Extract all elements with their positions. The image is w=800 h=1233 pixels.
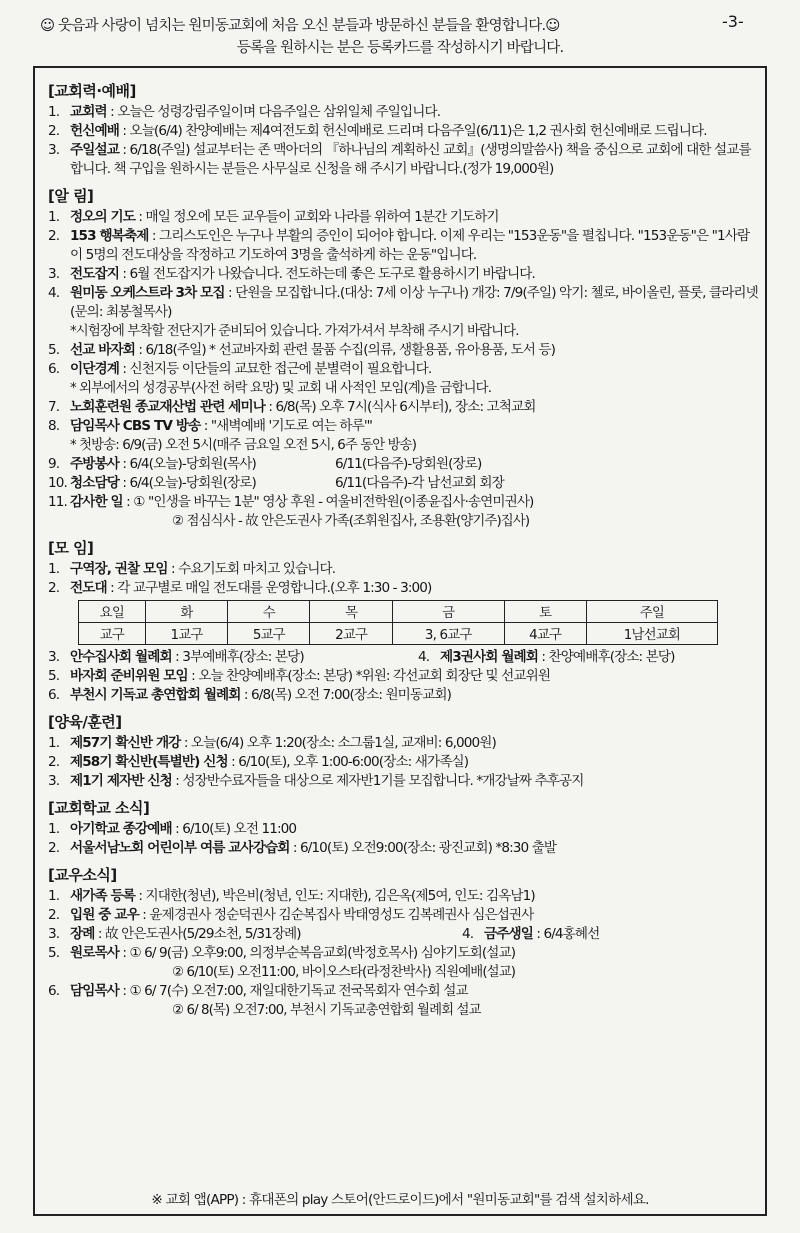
item-text: : ① "인생을 바꾸는 1분" 영상 후원 - 여울비전학원(이종윤집사·송연미권사) [122,494,534,510]
page-header [0,0,800,62]
table-cell: 4교구 [504,623,586,645]
item-heading: 담임목사 [70,983,119,999]
list-item [48,103,760,122]
senior-pastor-item [48,982,760,1001]
list-item [48,360,760,379]
list-item [48,341,760,360]
item-text: : 각 교구별로 매일 전도대를 운영합니다.(오후 1:30 - 3:00) [106,580,432,596]
item-heading: 서울서남노회 어린이부 여름 교사강습회 [70,840,290,856]
list-item [48,734,760,753]
item-number: 4. [462,926,474,942]
item-number: 1. [48,104,60,120]
item-heading: 제58기 확신반(특별반) 신청 [70,754,228,770]
list-item [48,227,760,265]
item-number: 11. [48,494,67,510]
item-text: : 오늘은 성령강림주일이며 다음주일은 삼위일체 주일입니다. [106,104,441,120]
item-text: : 6/10(토), 오후 1:00-6:00(장소: 새가족실) [227,754,469,770]
meeting-item-3-4 [48,648,760,667]
table-cell: 1교구 [145,623,227,645]
bulletin-content [48,80,760,1026]
list-item-note: * 외부에서의 성경공부(사전 허락 요망) 및 교회 내 사적인 모임(계)을 금합니다. [70,381,492,396]
item-heading: 입원 중 교우 [70,907,139,923]
registration-line: 등록을 원하시는 분은 등록카드를 작성하시기 바랍니다. [236,40,564,56]
list-item [48,906,760,925]
item-heading: 153 행복축제 [70,228,149,244]
table-header-cell: 금 [392,601,504,623]
item-heading: 정오의 기도 [70,209,135,225]
list-item-note: * 첫방송: 6/9(금) 오전 5시(매주 금요일 오전 5시, 6주 동안 방송) [70,438,417,453]
item-text: : 3부예배후(장소: 본당) [171,649,304,665]
item-number: 6. [48,687,60,703]
list-item [48,208,760,227]
item-heading: 전도대 [70,580,107,596]
elder-pastor-line-2: ② 6/10(토) 오전11:00, 바이오스타(라정찬박사) 직원예배(설교) [172,965,516,980]
section-title: [모 임] [48,539,94,557]
item-text: : 찬양예배후(장소: 본당) [538,649,675,665]
page-number: -3- [722,12,744,31]
item-number: 5. [48,668,60,684]
section-training [48,711,760,791]
item-text: : 그리스도인은 누구나 부활의 증인이 되어야 합니다. 이제 우리는 "153운동"을 펼칩니다. "153운동"은 "1사람이 5명의 전도대상을 작정하고 기도하여 3명을 출석하게 하는 운동"입니다. [70,228,750,263]
item-text: : 오늘(6/4) 찬양예배는 제4여전도회 헌신예배로 드리며 다음주일(6/11)은 1,2 권사회 헌신예배로 드립니다. [118,123,707,139]
item-number: 2. [48,840,60,856]
item-text: 6/11(다음주)-각 남선교회 회장 [335,475,504,491]
item-number: 1. [48,209,60,225]
item-number: 3. [48,926,60,942]
kitchen-service-item [48,455,760,474]
meeting-item-5 [48,667,760,686]
section-title: [교회력·예배] [48,82,136,100]
list-item [48,398,760,417]
section-title: [교회학교 소식] [48,799,150,817]
item-heading: 바자회 준비위원 모임 [70,668,188,684]
item-heading: 금주생일 [484,926,533,942]
item-heading: 원로목사 [70,945,119,961]
item-text: : ① 6/ 7(수) 오전7:00, 재일대한기독교 전국목회자 연수회 설교 [118,983,468,999]
list-item [48,560,760,579]
section-church-school [48,797,760,858]
item-heading: 감사한 일 [70,494,123,510]
item-text: : 6/10(토) 오전 11:00 [171,821,297,837]
item-text: 6/11(다음주)-당회원(장로) [335,456,482,472]
item-number: 6. [48,983,60,999]
item-number: 2. [48,907,60,923]
item-text: : 오늘(6/4) 오후 1:20(장소: 소그룹1실, 교재비: 6,000원) [180,735,496,751]
section-meetings [48,537,760,705]
item-number: 8. [48,418,60,434]
table-header-cell: 요일 [79,601,146,623]
item-heading: 부천시 기독교 총연합회 월례회 [70,687,241,703]
list-item [48,839,760,858]
section-church-calendar [48,80,760,179]
item-number: 1. [48,561,60,577]
item-heading: 담임목사 CBS TV 방송 [70,418,201,434]
section-members-news [48,864,760,1020]
item-text: : 6/18(주일) * 선교바자회 관련 물품 수집(의류, 생활용품, 유아용품, 도서 등) [135,342,556,358]
item-heading: 제3권사회 월례회 [440,649,539,665]
item-text: : 6/18(주일) 설교부터는 존 맥아더의 『하나님의 계획하신 교회』(생명의말씀사) 책을 중심으로 교회에 대한 설교를 합니다. 책 구입을 원하시는 분들은 사무실로 신청을 해 주시기 바랍니다.(정가 19,000원) [70,142,751,177]
item-heading: 구역장, 권찰 모임 [70,561,168,577]
item-text: : 윤제경권사 정순덕권사 김순복집사 박태영성도 김복례권사 심은섭권사 [138,907,534,923]
evangelism-schedule-table [78,600,718,645]
table-header-cell: 목 [310,601,392,623]
item-text: : 단원을 모집합니다.(대상: 7세 이상 누구나) 개강: 7/9(주일) 악기: 첼로, 바이올린, 플룻, 클라리넷(문의: 최봉철목사) [70,285,758,320]
item-number: 5. [48,342,60,358]
item-heading: 헌신예배 [70,123,119,139]
item-heading: 교회력 [70,104,107,120]
table-cell: 3, 6교구 [392,623,504,645]
item-heading: 제1기 제자반 신청 [70,773,172,789]
item-number: 2. [48,228,60,244]
item-text: : 6/8(목) 오후 7시(식사 6시부터), 장소: 고척교회 [264,399,536,415]
senior-pastor-line-2: ② 6/ 8(목) 오전7:00, 부천시 기독교총연합회 월례회 설교 [172,1003,481,1018]
table-header-cell: 주일 [586,601,717,623]
table-cell: 2교구 [310,623,392,645]
item-heading: 새가족 등록 [70,888,135,904]
meeting-item-6 [48,686,760,705]
item-number: 9. [48,456,60,472]
item-number: 3. [48,773,60,789]
table-cell: 1남선교회 [586,623,717,645]
table-header-cell: 토 [504,601,586,623]
list-item [48,820,760,839]
list-item [48,141,760,179]
item-number: 3. [48,649,60,665]
item-heading: 전도잡지 [70,266,119,282]
table-header-cell: 수 [228,601,310,623]
list-item [48,417,760,436]
list-item [48,265,760,284]
item-number: 6. [48,361,60,377]
item-number: 5. [48,945,60,961]
item-text: : "새벽예배 '기도로 여는 하루'" [200,418,373,434]
item-heading: 아기학교 종강예배 [70,821,172,837]
item-heading: 제57기 확신반 개강 [70,735,181,751]
funeral-birthday-item [48,925,760,944]
cleaning-item [48,474,760,493]
item-number: 2. [48,123,60,139]
item-text: : 6/8(목) 오전 7:00(장소: 원미동교회) [240,687,452,703]
item-heading: 주일설교 [70,142,119,158]
section-title: [양육/훈련] [48,713,122,731]
item-text: : 매일 정오에 모든 교우들이 교회와 나라를 위하여 1분간 기도하기 [135,209,499,225]
item-number: 4. [418,649,430,665]
table-cell: 교구 [79,623,146,645]
list-item [48,772,760,791]
item-text: : 수요기도회 마치고 있습니다. [167,561,336,577]
item-heading: 이단경계 [70,361,119,377]
item-heading: 장례 [70,926,95,942]
item-text: : 6/10(토) 오전9:00(장소: 광진교회) *8:30 출발 [289,840,557,856]
item-number: 7. [48,399,60,415]
item-text: : 6/4홍혜선 [532,926,600,942]
item-number: 1. [48,735,60,751]
table-header-row [79,601,718,623]
item-number: 10. [48,475,67,491]
list-item-note: *시험장에 부착할 전단지가 준비되어 있습니다. 가져가셔서 부착해 주시기 바랍니다. [70,324,519,339]
item-number: 4. [48,285,60,301]
table-row [79,623,718,645]
elder-pastor-item [48,944,760,963]
item-text: : 6/4(오늘)-당회원(장로) [118,475,256,491]
item-number: 3. [48,142,60,158]
section-title: [교우소식] [48,866,117,884]
item-text: : 故 안은도권사(5/29소천, 5/31장례) [94,926,301,942]
welcome-line: ☺ 웃음과 사랑이 넘치는 원미동교회에 처음 오신 분들과 방문하신 분들을 환영합니다.☺ [40,18,560,34]
item-text: : 지대한(청년), 박은비(청년, 인도: 지대한), 김은옥(제5여, 인도: 김옥남1) [135,888,535,904]
thanks-item [48,493,760,512]
item-number: 2. [48,754,60,770]
section-notices [48,185,760,531]
table-header-cell: 화 [145,601,227,623]
item-text: : 오늘 찬양예배후(장소: 본당) *위원: 각선교회 회장단 및 선교위원 [187,668,551,684]
item-heading: 노회훈련원 종교재산법 관련 세미나 [70,399,265,415]
table-cell: 5교구 [228,623,310,645]
item-heading: 원미동 오케스트라 3차 모집 [70,285,225,301]
section-title: [알 림] [48,187,94,205]
list-item [48,579,760,598]
item-number: 1. [48,821,60,837]
app-download-note: ※ 교회 앱(APP) : 휴대폰의 play 스토어(안드로이드)에서 "원미동교회"를 검색 설치하세요. [151,1192,649,1208]
item-text: : ① 6/ 9(금) 오후9:00, 의정부순복음교회(박정호목사) 심야기도회(설교) [118,945,516,961]
item-number: 3. [48,266,60,282]
list-item [48,753,760,772]
item-number: 2. [48,580,60,596]
item-text: : 신천지등 이단들의 교묘한 접근에 분별력이 필요합니다. [118,361,432,377]
item-heading: 청소담당 [70,475,119,491]
item-heading: 주방봉사 [70,456,119,472]
list-item [48,887,760,906]
item-text: : 6/4(오늘)-당회원(목사) [118,456,256,472]
thanks-line-2: ② 점심식사 - 故 안은도권사 가족(조휘원집사, 조용환(양기주)집사) [172,514,530,529]
item-text: : 6월 전도잡지가 나왔습니다. 전도하는데 좋은 도구로 활용하시기 바랍니다. [118,266,535,282]
list-item [48,122,760,141]
item-heading: 안수집사회 월례회 [70,649,172,665]
item-heading: 선교 바자회 [70,342,135,358]
list-item [48,284,760,322]
item-number: 1. [48,888,60,904]
item-text: : 성장반수료자들을 대상으로 제자반1기를 모집합니다. *개강날짜 추후공지 [171,773,584,789]
